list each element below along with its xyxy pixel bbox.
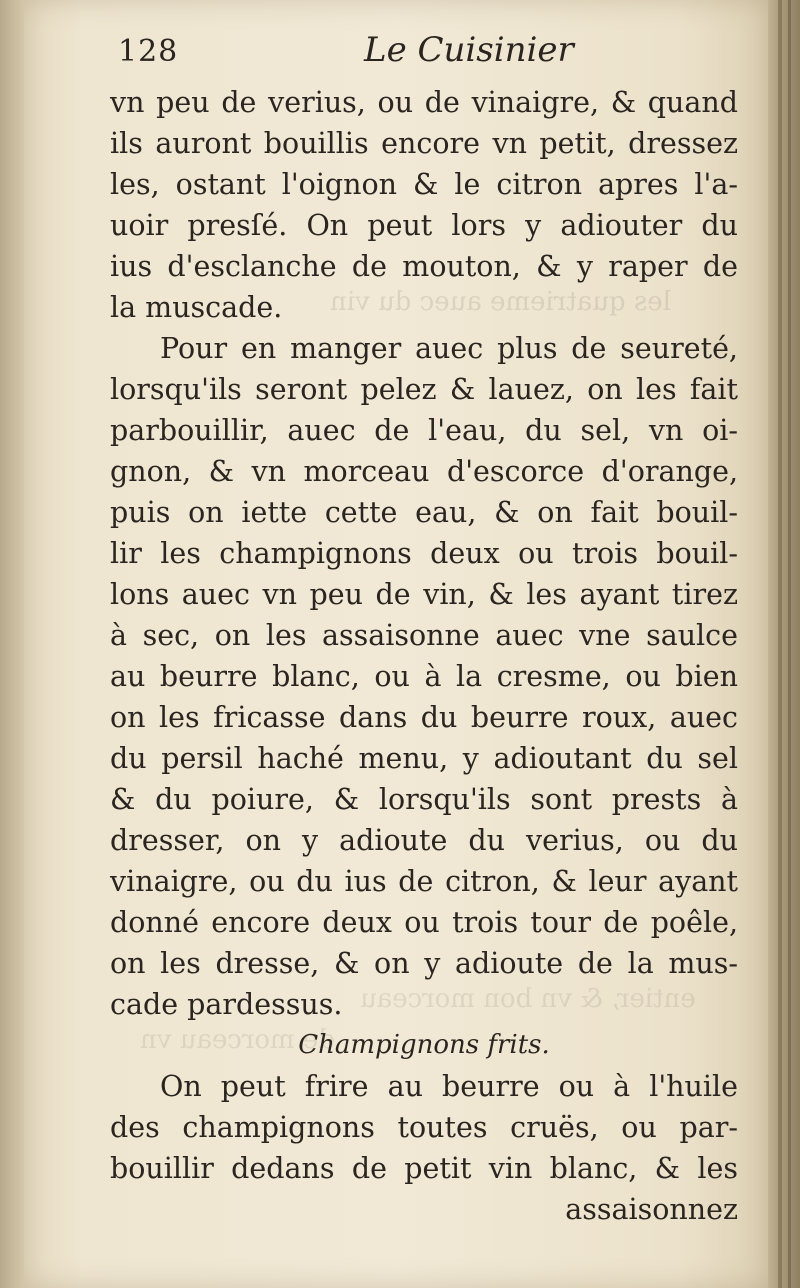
text-line: cade pardessus. [110, 988, 343, 1021]
text-line: puis on iette cette eau, & on fait bouil- [110, 496, 738, 529]
text-line: on les fricasse dans du beurre roux, auec [110, 701, 738, 734]
page-header [118, 28, 738, 84]
running-head: Le Cuisinier [364, 30, 574, 70]
bleed-through-text: les quatrieme auec du vin [330, 287, 671, 317]
text-line: dresser, on y adioute du verius, ou du [110, 824, 738, 857]
text-line: bouillir dedans de petit vin blanc, & les [110, 1152, 738, 1185]
text-line: lorsqu'ils seront pelez & lauez, on les fait [110, 373, 738, 406]
page-edge-stack [768, 0, 800, 1288]
text-line: lir les champignons deux ou trois bouil- [110, 537, 738, 570]
text-line: du persil haché menu, y adioutant du sel [110, 742, 738, 775]
binding-gutter [0, 0, 24, 1288]
text-line: Pour en manger auec plus de seureté, [160, 332, 738, 365]
text-line: & du poiure, & lorsqu'ils sont prests à [110, 783, 738, 816]
text-line: vinaigre, ou du ius de citron, & leur ayant [110, 865, 738, 898]
text-line: les, ostant l'oignon & le citron apres l'a- [110, 168, 738, 201]
text-line: ius d'esclanche de mouton, & y raper de [110, 250, 738, 283]
body-text [110, 82, 738, 1230]
catchword: assaisonnez [565, 1193, 738, 1226]
page-edge-line [778, 0, 782, 1288]
text-line: ils auront bouillis encore vn petit, dressez [110, 127, 738, 160]
text-line: à sec, on les assaisonne auec vne saulce [110, 619, 738, 652]
text-line: des champignons toutes cruës, ou par- [110, 1111, 738, 1144]
text-line: donné encore deux ou trois tour de poêle, [110, 906, 738, 939]
text-line: gnon, & vn morceau d'escorce d'orange, [110, 455, 738, 488]
text-line: vn peu de verius, ou de vinaigre, & quand [110, 86, 738, 119]
text-line: la muscade. [110, 291, 283, 324]
page-number: 128 [118, 34, 179, 69]
page-edge-line [788, 0, 791, 1288]
section-heading: Champignons frits. [298, 1030, 550, 1060]
bleed-through-text: entier, & vn bon morceau [360, 984, 696, 1014]
text-line: on les dresse, & on y adioute de la mus- [110, 947, 738, 980]
text-line: lons auec vn peu de vin, & les ayant tirez [110, 578, 738, 611]
text-line: au beurre blanc, ou à la cresme, ou bien [110, 660, 738, 693]
text-line: parbouillir, auec de l'eau, du sel, vn oi- [110, 414, 738, 447]
text-line: On peut frire au beurre ou à l'huile [160, 1070, 738, 1103]
text-line: uoir presſé. On peut lors y adiouter du [110, 209, 738, 242]
bleed-through-text: de morceau vn [140, 1025, 335, 1055]
